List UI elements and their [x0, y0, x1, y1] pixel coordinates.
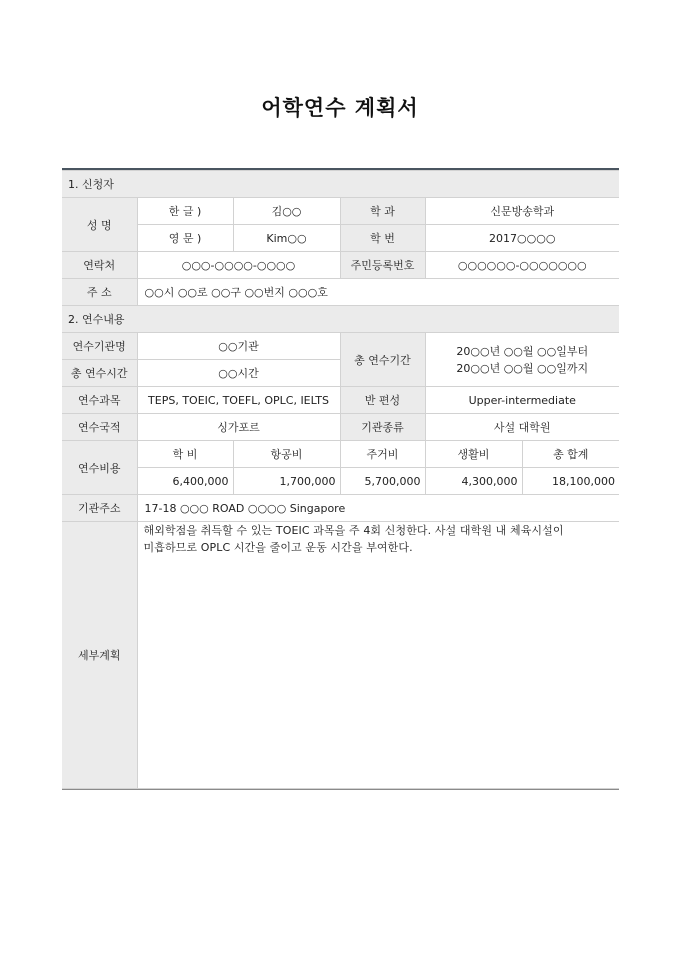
- detail-label: 세부계획: [62, 522, 137, 789]
- section-training-header: 2. 연수내용: [62, 306, 619, 333]
- contact-label: 연락처: [62, 252, 137, 279]
- period-start: 20○○년 ○○월 ○○일부터: [456, 344, 589, 358]
- course-label: 연수과목: [62, 387, 137, 414]
- total-hours-value: ○○시간: [137, 360, 340, 387]
- cost-header-housing: 주거비: [340, 441, 425, 468]
- form-table: [62, 170, 619, 789]
- application-form: [62, 168, 619, 790]
- total-hours-label: 총 연수시간: [62, 360, 137, 387]
- cost-header-airfare: 항공비: [233, 441, 340, 468]
- cost-header-tuition: 학 비: [137, 441, 233, 468]
- cost-value-total: 18,100,000: [522, 468, 619, 495]
- country-label: 연수국적: [62, 414, 137, 441]
- resident-no-label: 주민등록번호: [340, 252, 425, 279]
- cost-header-living: 생활비: [425, 441, 522, 468]
- dept-value: 신문방송학과: [425, 198, 619, 225]
- cost-value-tuition: 6,400,000: [137, 468, 233, 495]
- cost-label: 연수비용: [62, 441, 137, 495]
- cost-value-housing: 5,700,000: [340, 468, 425, 495]
- address-label: 주 소: [62, 279, 137, 306]
- cost-value-living: 4,300,000: [425, 468, 522, 495]
- institution-value: ○○기관: [137, 333, 340, 360]
- section-applicant-header: 1. 신청자: [62, 171, 619, 198]
- period-end: 20○○년 ○○월 ○○일까지: [456, 361, 589, 375]
- cost-header-total: 총 합계: [522, 441, 619, 468]
- address-value: ○○시 ○○로 ○○구 ○○번지 ○○○호: [137, 279, 619, 306]
- dept-label: 학 과: [340, 198, 425, 225]
- institution-label: 연수기관명: [62, 333, 137, 360]
- inst-type-label: 기관종류: [340, 414, 425, 441]
- inst-type-value: 사설 대학원: [425, 414, 619, 441]
- class-label: 반 편성: [340, 387, 425, 414]
- detail-plan-text: [137, 522, 619, 789]
- cost-value-airfare: 1,700,000: [233, 468, 340, 495]
- name-label: 성 명: [62, 198, 137, 252]
- contact-value: ○○○-○○○○-○○○○: [137, 252, 340, 279]
- document-title: 어학연수 계획서: [261, 96, 419, 120]
- total-period-value: [425, 333, 619, 387]
- hangul-label: 한 글 ): [137, 198, 233, 225]
- total-period-label: 총 연수기간: [340, 333, 425, 387]
- resident-no-value: ○○○○○○-○○○○○○○: [425, 252, 619, 279]
- english-name-value: Kim○○: [233, 225, 340, 252]
- class-value: Upper-intermediate: [425, 387, 619, 414]
- detail-line-1: 해외학점을 취득할 수 있는 TOEIC 과목을 주 4회 신청한다. 사설 대학원 내 체육시설이: [143, 524, 564, 537]
- country-value: 싱가포르: [137, 414, 340, 441]
- student-no-label: 학 번: [340, 225, 425, 252]
- english-label: 영 문 ): [137, 225, 233, 252]
- inst-address-label: 기관주소: [62, 495, 137, 522]
- detail-line-2: 미흡하므로 OPLC 시간을 줄이고 운동 시간을 부여한다.: [143, 541, 413, 554]
- student-no-value: 2017○○○○: [425, 225, 619, 252]
- hangul-name-value: 김○○: [233, 198, 340, 225]
- course-value: TEPS, TOEIC, TOEFL, OPLC, IELTS: [137, 387, 340, 414]
- inst-address-value: 17-18 ○○○ ROAD ○○○○ Singapore: [137, 495, 619, 522]
